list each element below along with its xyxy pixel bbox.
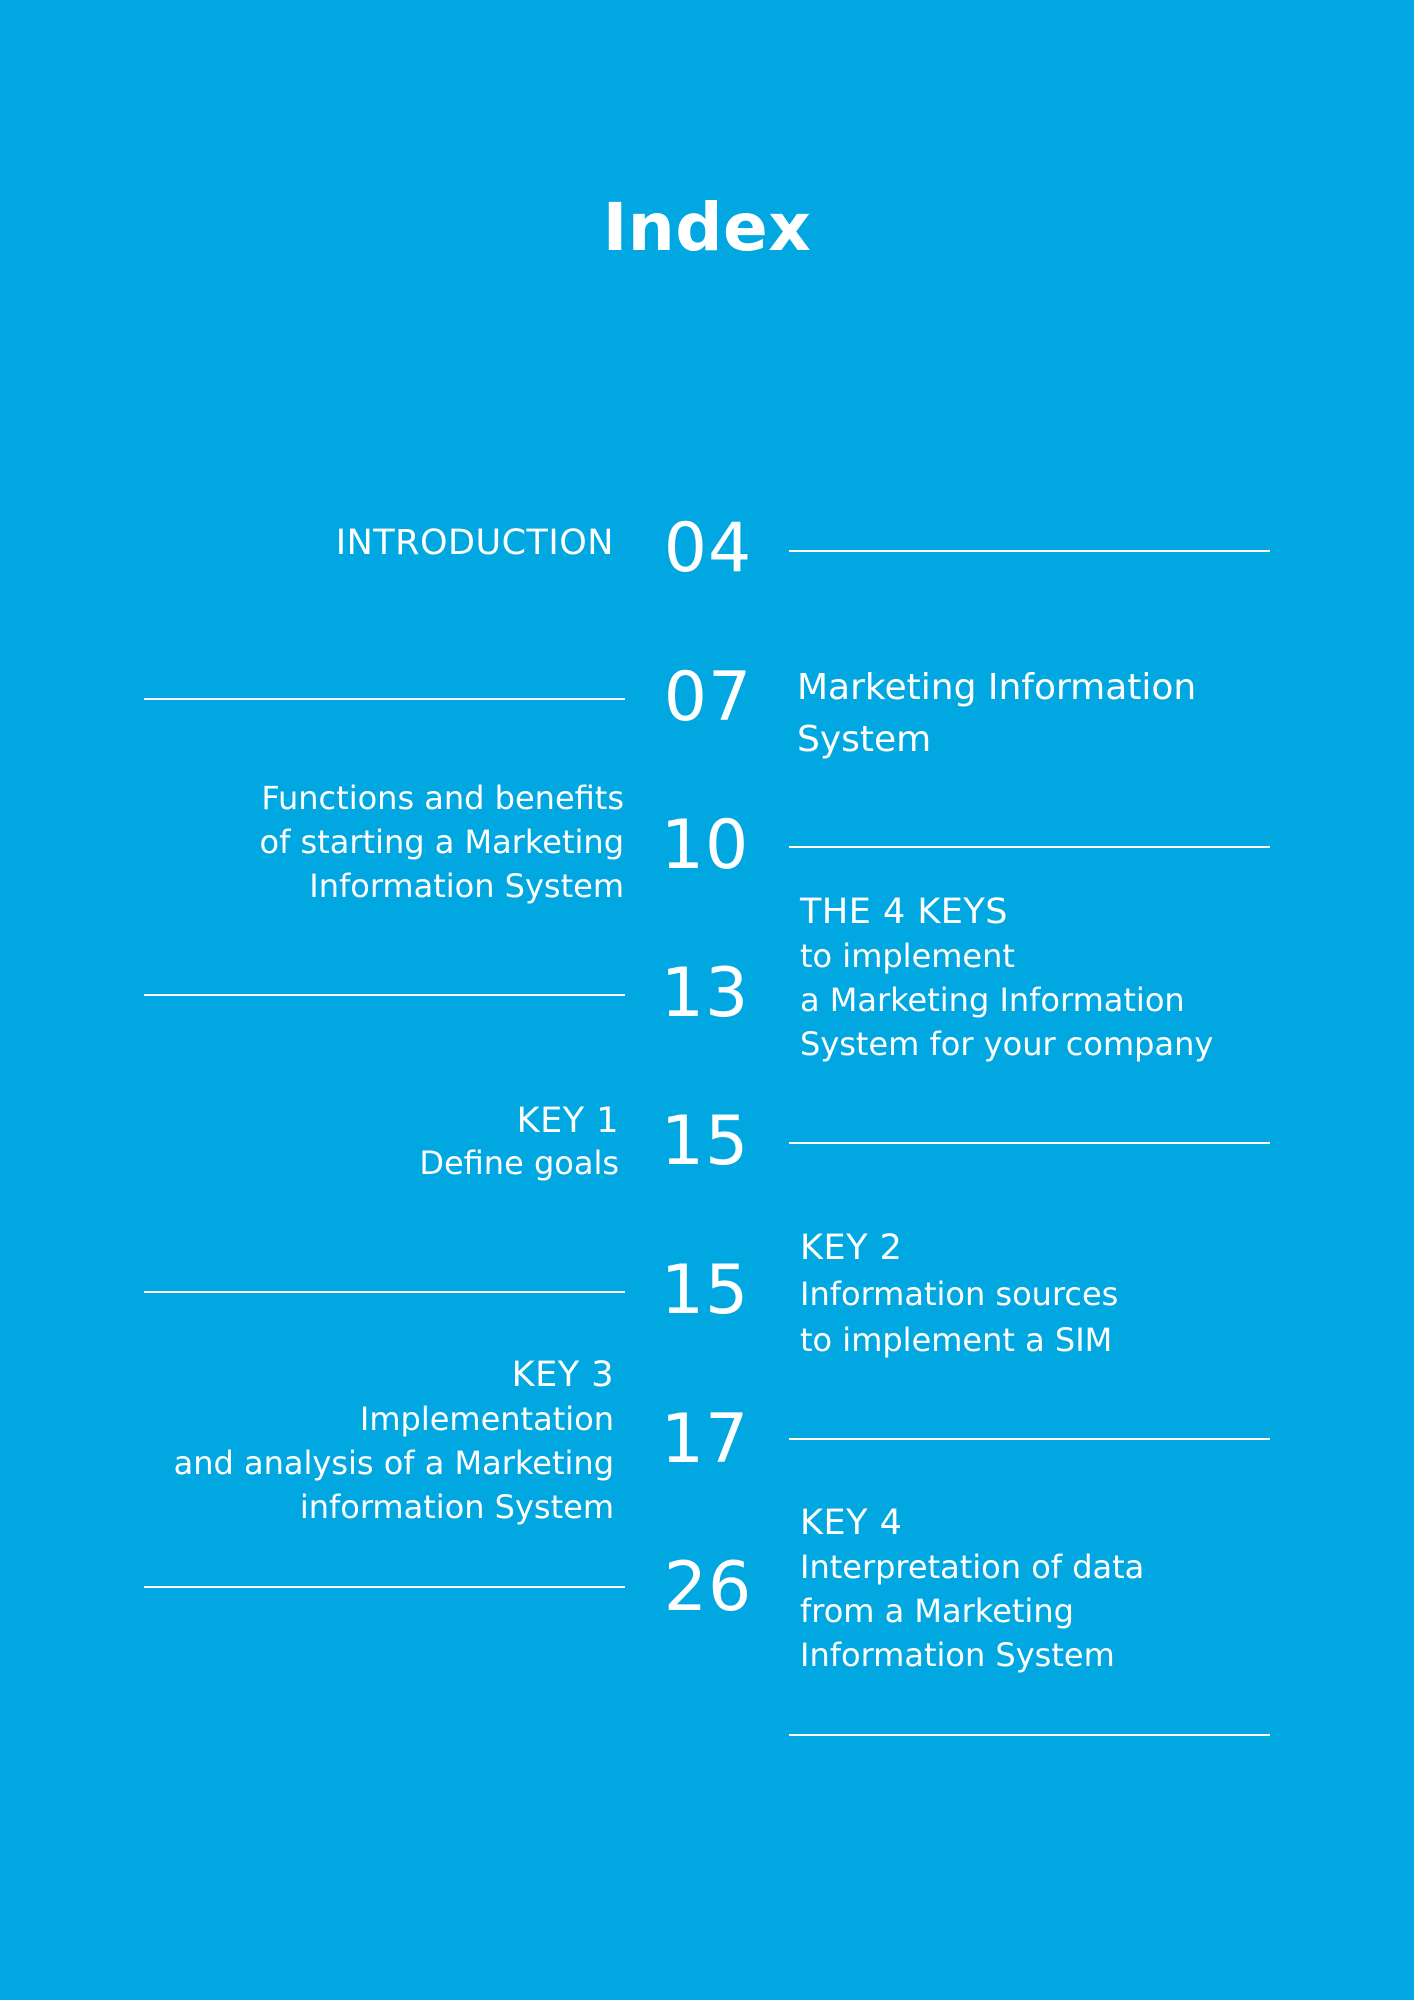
toc-entry-label: Marketing Information	[797, 667, 1197, 708]
divider	[789, 846, 1270, 848]
toc-page-number: 26	[663, 1548, 753, 1627]
toc-entry-label: Interpretation of data	[800, 1548, 1145, 1586]
divider	[144, 698, 625, 700]
toc-entry-introduction[interactable]	[336, 521, 614, 565]
toc-page-number: 15	[660, 1102, 750, 1181]
toc-page-number: 10	[660, 806, 750, 885]
toc-entry-label: information System	[299, 1488, 614, 1526]
divider	[144, 1291, 625, 1293]
toc-entry-heading: KEY 2	[800, 1228, 903, 1268]
toc-entry-label: System for your company	[800, 1025, 1214, 1063]
toc-entry-label: to implement	[800, 937, 1015, 975]
page-title: Index	[602, 189, 812, 266]
toc-entry-heading: KEY 4	[800, 1503, 903, 1543]
toc-page-number: 04	[663, 509, 753, 588]
divider	[144, 1586, 625, 1588]
toc-entry-label: System	[797, 719, 932, 760]
toc-entry-label: of starting a Marketing	[259, 823, 624, 861]
toc-entry-label: Information System	[309, 867, 624, 905]
toc-page-number: 17	[660, 1400, 750, 1479]
toc-page-number: 13	[660, 954, 750, 1033]
toc-entry-key-2[interactable]	[800, 1225, 1118, 1363]
toc-entry-label: INTRODUCTION	[335, 523, 614, 563]
toc-entry-heading: KEY 1	[516, 1101, 619, 1141]
divider	[789, 1142, 1270, 1144]
toc-entry-label: to implement a SIM	[800, 1321, 1113, 1359]
toc-entry-label: Information sources	[800, 1275, 1119, 1313]
toc-entry-the-4-keys[interactable]	[800, 890, 1213, 1066]
divider	[789, 1438, 1270, 1440]
toc-entry-label: Define goals	[419, 1144, 619, 1182]
toc-entry-marketing-information-system[interactable]	[797, 662, 1196, 766]
toc-entry-label: Functions and benefits	[261, 779, 624, 817]
toc-page-number: 07	[663, 658, 753, 737]
toc-entry-label: and analysis of a Marketing	[173, 1444, 614, 1482]
toc-entry-key-3[interactable]	[174, 1353, 614, 1529]
toc-entry-heading: KEY 3	[511, 1355, 614, 1395]
divider	[789, 1734, 1270, 1736]
toc-entry-key-4[interactable]	[800, 1501, 1144, 1677]
toc-entry-functions-and-benefits[interactable]	[260, 776, 624, 908]
toc-page-number: 15	[660, 1251, 750, 1330]
toc-entry-heading: THE 4 KEYS	[800, 892, 1008, 932]
toc-entry-label: a Marketing Information	[800, 981, 1185, 1019]
divider	[144, 994, 625, 996]
toc-entry-label: from a Marketing	[800, 1592, 1074, 1630]
toc-entry-label: Information System	[800, 1636, 1115, 1674]
toc-entry-key-1[interactable]	[419, 1100, 619, 1184]
toc-entry-label: Implementation	[359, 1400, 614, 1438]
divider	[789, 550, 1270, 552]
